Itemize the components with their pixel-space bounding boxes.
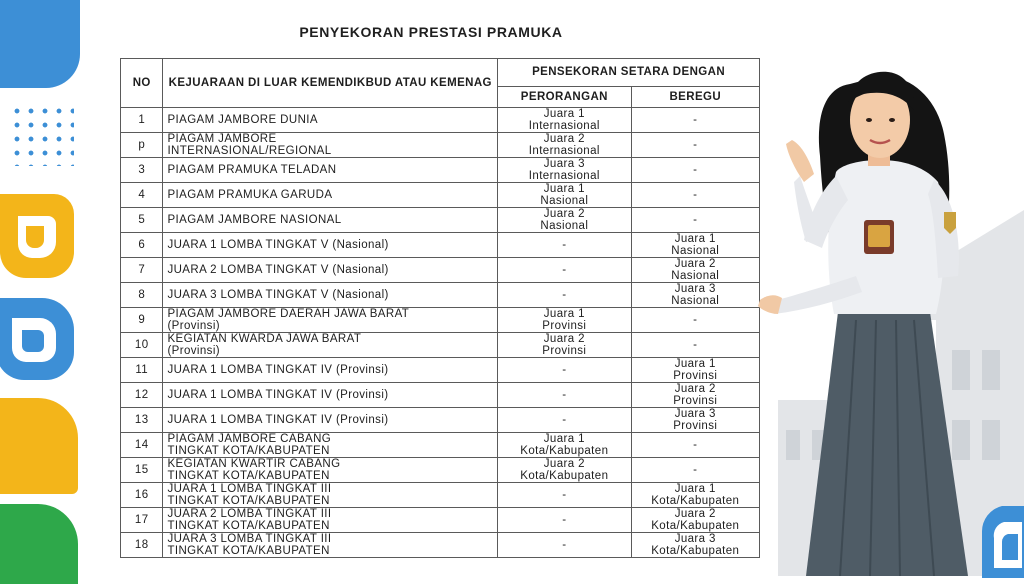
yellow-leaf-icon	[0, 186, 78, 282]
row-individual-score: Juara 1 Internasional	[498, 108, 631, 133]
row-event: JUARA 2 LOMBA TINGKAT III TINGKAT KOTA/KABUPATEN	[163, 508, 498, 533]
scoring-table	[120, 58, 760, 558]
row-individual-score: -	[498, 358, 631, 383]
row-number: 3	[121, 158, 163, 183]
row-individual-score: -	[498, 383, 631, 408]
table-row	[121, 308, 760, 333]
document-title: PENYEKORAN PRESTASI PRAMUKA	[299, 24, 563, 40]
table-row	[121, 333, 760, 358]
row-individual-score: Juara 1 Nasional	[498, 183, 631, 208]
table-row	[121, 208, 760, 233]
row-team-score: Juara 2 Provinsi	[631, 383, 759, 408]
table-row	[121, 133, 760, 158]
table-row	[121, 258, 760, 283]
row-number: 13	[121, 408, 163, 433]
table-row	[121, 533, 760, 558]
row-number: 4	[121, 183, 163, 208]
row-number: 1	[121, 108, 163, 133]
row-individual-score: -	[498, 408, 631, 433]
row-number: 9	[121, 308, 163, 333]
row-team-score: Juara 3 Provinsi	[631, 408, 759, 433]
row-number: 17	[121, 508, 163, 533]
table-row	[121, 383, 760, 408]
row-individual-score: Juara 1 Kota/Kabupaten	[498, 433, 631, 458]
row-event: JUARA 1 LOMBA TINGKAT IV (Provinsi)	[163, 358, 498, 383]
row-event: PIAGAM PRAMUKA TELADAN	[163, 158, 498, 183]
table-row	[121, 108, 760, 133]
row-event: JUARA 1 LOMBA TINGKAT IV (Provinsi)	[163, 383, 498, 408]
row-number: 8	[121, 283, 163, 308]
row-team-score: Juara 1 Nasional	[631, 233, 759, 258]
table-row	[121, 233, 760, 258]
row-team-score: -	[631, 108, 759, 133]
row-event: JUARA 3 LOMBA TINGKAT III TINGKAT KOTA/KABUPATEN	[163, 533, 498, 558]
row-team-score: -	[631, 333, 759, 358]
row-individual-score: Juara 2 Provinsi	[498, 333, 631, 358]
row-team-score: -	[631, 433, 759, 458]
row-team-score: Juara 1 Kota/Kabupaten	[631, 483, 759, 508]
row-team-score: -	[631, 183, 759, 208]
row-number: 5	[121, 208, 163, 233]
row-event: JUARA 1 LOMBA TINGKAT III TINGKAT KOTA/KABUPATEN	[163, 483, 498, 508]
dot-grid-icon	[10, 104, 74, 166]
row-number: 18	[121, 533, 163, 558]
row-event: PIAGAM JAMBORE DAERAH JAWA BARAT (Provinsi)	[163, 308, 498, 333]
row-individual-score: Juara 2 Kota/Kabupaten	[498, 458, 631, 483]
row-individual-score: -	[498, 233, 631, 258]
row-number: 14	[121, 433, 163, 458]
blue-leaf-icon	[0, 288, 78, 384]
decor-blue-block	[0, 0, 80, 88]
table-row	[121, 433, 760, 458]
row-number: 6	[121, 233, 163, 258]
row-number: 10	[121, 333, 163, 358]
row-individual-score: -	[498, 483, 631, 508]
row-individual-score: Juara 2 Nasional	[498, 208, 631, 233]
table-row	[121, 483, 760, 508]
row-team-score: -	[631, 308, 759, 333]
row-team-score: Juara 3 Kota/Kabupaten	[631, 533, 759, 558]
table-row	[121, 358, 760, 383]
table-row	[121, 508, 760, 533]
row-team-score: -	[631, 208, 759, 233]
blue-leaf-corner-icon	[972, 498, 1024, 578]
row-team-score: Juara 2 Kota/Kabupaten	[631, 508, 759, 533]
header-individual: PERORANGAN	[498, 86, 631, 107]
row-team-score: -	[631, 458, 759, 483]
row-individual-score: -	[498, 283, 631, 308]
row-team-score: Juara 1 Provinsi	[631, 358, 759, 383]
row-number: p	[121, 133, 163, 158]
row-number: 7	[121, 258, 163, 283]
row-event: PIAGAM JAMBORE CABANG TINGKAT KOTA/KABUPATEN	[163, 433, 498, 458]
row-event: PIAGAM JAMBORE NASIONAL	[163, 208, 498, 233]
row-number: 16	[121, 483, 163, 508]
row-event: KEGIATAN KWARDA JAWA BARAT (Provinsi)	[163, 333, 498, 358]
row-team-score: -	[631, 133, 759, 158]
decor-green-block	[0, 504, 78, 584]
row-event: JUARA 1 LOMBA TINGKAT V (Nasional)	[163, 233, 498, 258]
row-event: JUARA 3 LOMBA TINGKAT V (Nasional)	[163, 283, 498, 308]
row-event: PIAGAM PRAMUKA GARUDA	[163, 183, 498, 208]
row-individual-score: Juara 2 Internasional	[498, 133, 631, 158]
row-number: 15	[121, 458, 163, 483]
student-illustration	[730, 44, 990, 576]
table-body	[121, 108, 760, 558]
row-event: PIAGAM JAMBORE DUNIA	[163, 108, 498, 133]
header-event: KEJUARAAN DI LUAR KEMENDIKBUD ATAU KEMENAG	[163, 59, 498, 108]
row-individual-score: Juara 1 Provinsi	[498, 308, 631, 333]
row-team-score: Juara 3 Nasional	[631, 283, 759, 308]
row-individual-score: -	[498, 258, 631, 283]
header-team: BEREGU	[631, 86, 759, 107]
table-row	[121, 458, 760, 483]
table-row	[121, 183, 760, 208]
header-equivalent: PENSEKORAN SETARA DENGAN	[498, 59, 760, 87]
row-event: KEGIATAN KWARTIR CABANG TINGKAT KOTA/KABUPATEN	[163, 458, 498, 483]
row-number: 11	[121, 358, 163, 383]
row-team-score: Juara 2 Nasional	[631, 258, 759, 283]
table-row	[121, 158, 760, 183]
row-individual-score: -	[498, 533, 631, 558]
table-row	[121, 408, 760, 433]
row-individual-score: Juara 3 Internasional	[498, 158, 631, 183]
row-event: JUARA 2 LOMBA TINGKAT V (Nasional)	[163, 258, 498, 283]
scoring-document	[84, 0, 778, 576]
row-team-score: -	[631, 158, 759, 183]
header-no: NO	[121, 59, 163, 108]
row-individual-score: -	[498, 508, 631, 533]
decor-yellow-block	[0, 398, 78, 494]
row-event: JUARA 1 LOMBA TINGKAT IV (Provinsi)	[163, 408, 498, 433]
table-row	[121, 283, 760, 308]
row-event: PIAGAM JAMBORE INTERNASIONAL/REGIONAL	[163, 133, 498, 158]
row-number: 12	[121, 383, 163, 408]
